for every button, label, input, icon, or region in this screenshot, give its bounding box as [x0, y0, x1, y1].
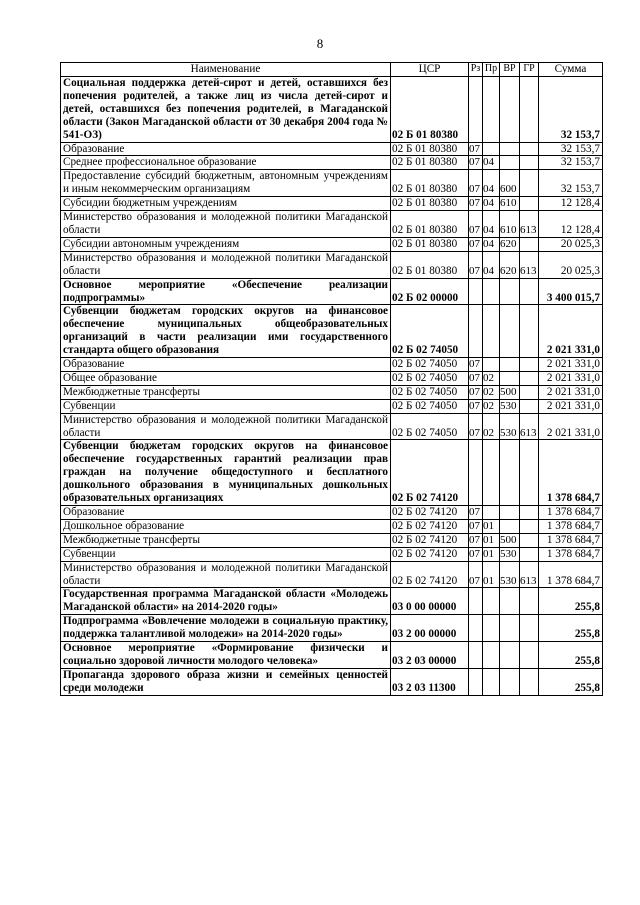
table-row — [61, 170, 603, 197]
cell-rz: 07 — [469, 533, 483, 547]
cell-pr: 02 — [483, 399, 500, 413]
cell-rz — [469, 278, 483, 305]
cell-rz: 07 — [469, 399, 483, 413]
cell-name: Субвенции бюджетам городских округов на финансовое обеспечение государственных гарантий реализации прав граждан на получение общедоступного и бесплатного дошкольного образования в муниципальных дошкольных образовательных организациях — [61, 440, 391, 506]
cell-gr: 613 — [520, 251, 539, 278]
cell-name: Межбюджетные трансферты — [61, 385, 391, 399]
cell-csr: 03 2 03 11300 — [391, 668, 469, 695]
cell-pr — [483, 77, 500, 143]
cell-rz — [469, 305, 483, 358]
cell-rz — [469, 588, 483, 615]
cell-pr: 01 — [483, 561, 500, 588]
table-row — [61, 561, 603, 588]
cell-pr — [483, 358, 500, 372]
cell-pr: 02 — [483, 413, 500, 440]
cell-sum: 32 153,7 — [539, 156, 603, 170]
cell-vr: 530 — [500, 413, 520, 440]
table-row — [61, 642, 603, 669]
cell-csr: 02 Б 02 74120 — [391, 440, 469, 506]
cell-csr: 02 Б 02 74050 — [391, 305, 469, 358]
cell-gr — [520, 399, 539, 413]
cell-rz: 07 — [469, 358, 483, 372]
cell-vr: 530 — [500, 399, 520, 413]
cell-sum: 1 378 684,7 — [539, 506, 603, 520]
cell-csr: 02 Б 02 74050 — [391, 371, 469, 385]
cell-rz: 07 — [469, 413, 483, 440]
cell-sum: 2 021 331,0 — [539, 371, 603, 385]
cell-sum: 1 378 684,7 — [539, 561, 603, 588]
cell-vr — [500, 588, 520, 615]
cell-name: Основное мероприятие «Обеспечение реализации подпрограммы» — [61, 278, 391, 305]
cell-vr — [500, 358, 520, 372]
budget-table — [60, 62, 603, 696]
cell-vr — [500, 519, 520, 533]
cell-rz — [469, 668, 483, 695]
cell-pr — [483, 615, 500, 642]
cell-gr — [520, 305, 539, 358]
cell-pr: 01 — [483, 547, 500, 561]
cell-vr: 500 — [500, 533, 520, 547]
cell-pr — [483, 440, 500, 506]
cell-vr — [500, 642, 520, 669]
cell-gr — [520, 506, 539, 520]
table-row — [61, 305, 603, 358]
cell-gr: 613 — [520, 561, 539, 588]
cell-pr: 01 — [483, 533, 500, 547]
cell-sum: 255,8 — [539, 615, 603, 642]
cell-rz — [469, 642, 483, 669]
cell-name: Министерство образования и молодежной политики Магаданской области — [61, 413, 391, 440]
cell-sum: 32 153,7 — [539, 142, 603, 156]
cell-vr: 600 — [500, 170, 520, 197]
cell-pr — [483, 305, 500, 358]
table-row — [61, 156, 603, 170]
cell-name: Основное мероприятие «Формирование физически и социально здоровой личности молодого человека» — [61, 642, 391, 669]
cell-gr — [520, 170, 539, 197]
header-sum: Сумма — [539, 63, 603, 77]
cell-sum: 32 153,7 — [539, 77, 603, 143]
table-row — [61, 413, 603, 440]
header-name: Наименование — [61, 63, 391, 77]
cell-vr — [500, 156, 520, 170]
cell-name: Субсидии бюджетным учреждениям — [61, 197, 391, 211]
cell-name: Предоставление субсидий бюджетным, автономным учреждениям и иным некоммерческим организациям — [61, 170, 391, 197]
cell-csr: 02 Б 01 80380 — [391, 237, 469, 251]
cell-csr: 02 Б 01 80380 — [391, 77, 469, 143]
cell-csr: 02 Б 02 74050 — [391, 385, 469, 399]
cell-csr: 02 Б 01 80380 — [391, 251, 469, 278]
table-row — [61, 251, 603, 278]
cell-name: Пропаганда здорового образа жизни и семейных ценностей среди молодежи — [61, 668, 391, 695]
cell-sum: 1 378 684,7 — [539, 440, 603, 506]
cell-gr — [520, 668, 539, 695]
cell-gr — [520, 142, 539, 156]
cell-csr: 02 Б 02 74120 — [391, 506, 469, 520]
cell-vr — [500, 440, 520, 506]
table-row — [61, 547, 603, 561]
cell-rz — [469, 77, 483, 143]
cell-name: Субвенции бюджетам городских округов на финансовое обеспечение муниципальных общеобразовательных организаций в части реализации ими государственного стандарта общего образования — [61, 305, 391, 358]
cell-rz: 07 — [469, 547, 483, 561]
cell-csr: 02 Б 02 00000 — [391, 278, 469, 305]
cell-name: Межбюджетные трансферты — [61, 533, 391, 547]
cell-sum: 12 128,4 — [539, 211, 603, 238]
cell-rz: 07 — [469, 251, 483, 278]
cell-csr: 03 2 00 00000 — [391, 615, 469, 642]
table-row — [61, 371, 603, 385]
cell-csr: 02 Б 02 74120 — [391, 533, 469, 547]
cell-pr: 04 — [483, 197, 500, 211]
cell-gr — [520, 385, 539, 399]
cell-name: Подпрограмма «Вовлечение молодежи в социальную практику, поддержка талантливой молодежи» на 2014-2020 годы» — [61, 615, 391, 642]
cell-pr: 02 — [483, 371, 500, 385]
cell-csr: 02 Б 02 74120 — [391, 561, 469, 588]
cell-pr — [483, 588, 500, 615]
cell-gr — [520, 197, 539, 211]
cell-vr — [500, 77, 520, 143]
cell-rz: 07 — [469, 142, 483, 156]
cell-csr: 02 Б 02 74050 — [391, 413, 469, 440]
cell-name: Общее образование — [61, 371, 391, 385]
header-gr: ГР — [520, 63, 539, 77]
cell-pr — [483, 668, 500, 695]
cell-gr: 613 — [520, 413, 539, 440]
table-row — [61, 211, 603, 238]
cell-name: Среднее профессиональное образование — [61, 156, 391, 170]
cell-sum: 1 378 684,7 — [539, 547, 603, 561]
cell-sum: 2 021 331,0 — [539, 399, 603, 413]
table-row — [61, 358, 603, 372]
cell-rz — [469, 440, 483, 506]
cell-pr: 04 — [483, 170, 500, 197]
cell-pr: 04 — [483, 211, 500, 238]
cell-sum: 2 021 331,0 — [539, 358, 603, 372]
cell-name: Министерство образования и молодежной политики Магаданской области — [61, 211, 391, 238]
table-row — [61, 519, 603, 533]
cell-csr: 03 0 00 00000 — [391, 588, 469, 615]
table-header-row — [61, 63, 603, 77]
cell-csr: 02 Б 01 80380 — [391, 211, 469, 238]
cell-name: Дошкольное образование — [61, 519, 391, 533]
cell-csr: 02 Б 01 80380 — [391, 156, 469, 170]
cell-rz — [469, 615, 483, 642]
table-row — [61, 440, 603, 506]
cell-rz: 07 — [469, 156, 483, 170]
cell-name: Субвенции — [61, 547, 391, 561]
cell-sum: 255,8 — [539, 668, 603, 695]
cell-gr — [520, 533, 539, 547]
cell-csr: 02 Б 01 80380 — [391, 197, 469, 211]
cell-name: Субсидии автономным учреждениям — [61, 237, 391, 251]
header-vr: ВР — [500, 63, 520, 77]
cell-pr: 04 — [483, 156, 500, 170]
cell-pr: 04 — [483, 251, 500, 278]
cell-name: Министерство образования и молодежной политики Магаданской области — [61, 251, 391, 278]
table-row — [61, 237, 603, 251]
table-row — [61, 533, 603, 547]
table-row — [61, 197, 603, 211]
cell-rz: 07 — [469, 371, 483, 385]
cell-name: Социальная поддержка детей-сирот и детей, оставшихся без попечения родителей, а также лиц из числа детей-сирот и детей, оставшихся без попечения родителей, в Магаданской области (Закон Магаданской области от 30 декабря 2004 года № 541-ОЗ) — [61, 77, 391, 143]
cell-sum: 1 378 684,7 — [539, 533, 603, 547]
cell-pr — [483, 142, 500, 156]
table-row — [61, 142, 603, 156]
cell-vr — [500, 668, 520, 695]
table-row — [61, 77, 603, 143]
cell-gr — [520, 237, 539, 251]
cell-sum: 12 128,4 — [539, 197, 603, 211]
cell-name: Образование — [61, 506, 391, 520]
cell-csr: 02 Б 02 74120 — [391, 519, 469, 533]
cell-csr: 02 Б 02 74050 — [391, 399, 469, 413]
cell-pr: 01 — [483, 519, 500, 533]
table-row — [61, 278, 603, 305]
cell-name: Государственная программа Магаданской области «Молодежь Магаданской области» на 2014-2020 годы» — [61, 588, 391, 615]
cell-gr — [520, 278, 539, 305]
cell-vr: 530 — [500, 561, 520, 588]
header-rz: Рз — [469, 63, 483, 77]
cell-vr: 620 — [500, 251, 520, 278]
cell-sum: 1 378 684,7 — [539, 519, 603, 533]
cell-vr — [500, 142, 520, 156]
cell-vr — [500, 615, 520, 642]
cell-rz: 07 — [469, 211, 483, 238]
cell-gr — [520, 547, 539, 561]
table-row — [61, 506, 603, 520]
cell-gr — [520, 615, 539, 642]
header-pr: Пр — [483, 63, 500, 77]
cell-gr — [520, 519, 539, 533]
cell-gr — [520, 156, 539, 170]
cell-pr — [483, 278, 500, 305]
cell-gr — [520, 642, 539, 669]
cell-csr: 02 Б 02 74050 — [391, 358, 469, 372]
cell-pr: 02 — [483, 385, 500, 399]
cell-gr — [520, 371, 539, 385]
table-row — [61, 399, 603, 413]
cell-rz: 07 — [469, 506, 483, 520]
cell-gr — [520, 440, 539, 506]
table-row — [61, 385, 603, 399]
cell-gr — [520, 77, 539, 143]
cell-sum: 20 025,3 — [539, 237, 603, 251]
table-row — [61, 615, 603, 642]
page-number: 8 — [316, 36, 324, 51]
header-csr: ЦСР — [391, 63, 469, 77]
cell-vr — [500, 278, 520, 305]
cell-gr — [520, 358, 539, 372]
cell-vr: 500 — [500, 385, 520, 399]
cell-vr: 610 — [500, 211, 520, 238]
cell-rz: 07 — [469, 170, 483, 197]
cell-vr: 610 — [500, 197, 520, 211]
table-row — [61, 588, 603, 615]
cell-sum: 2 021 331,0 — [539, 305, 603, 358]
cell-pr — [483, 642, 500, 669]
cell-pr — [483, 506, 500, 520]
cell-rz: 07 — [469, 385, 483, 399]
cell-sum: 255,8 — [539, 588, 603, 615]
cell-vr — [500, 305, 520, 358]
cell-sum: 32 153,7 — [539, 170, 603, 197]
cell-vr — [500, 506, 520, 520]
cell-rz: 07 — [469, 561, 483, 588]
cell-csr: 02 Б 02 74120 — [391, 547, 469, 561]
cell-name: Образование — [61, 358, 391, 372]
cell-csr: 02 Б 01 80380 — [391, 142, 469, 156]
cell-sum: 20 025,3 — [539, 251, 603, 278]
cell-vr — [500, 371, 520, 385]
cell-vr: 530 — [500, 547, 520, 561]
cell-gr — [520, 588, 539, 615]
cell-sum: 2 021 331,0 — [539, 413, 603, 440]
cell-rz: 07 — [469, 237, 483, 251]
cell-csr: 02 Б 01 80380 — [391, 170, 469, 197]
cell-sum: 2 021 331,0 — [539, 385, 603, 399]
cell-sum: 3 400 015,7 — [539, 278, 603, 305]
cell-name: Субвенции — [61, 399, 391, 413]
cell-sum: 255,8 — [539, 642, 603, 669]
cell-name: Образование — [61, 142, 391, 156]
cell-csr: 03 2 03 00000 — [391, 642, 469, 669]
cell-name: Министерство образования и молодежной политики Магаданской области — [61, 561, 391, 588]
cell-rz: 07 — [469, 197, 483, 211]
table-row — [61, 668, 603, 695]
cell-gr: 613 — [520, 211, 539, 238]
cell-rz: 07 — [469, 519, 483, 533]
cell-vr: 620 — [500, 237, 520, 251]
cell-pr: 04 — [483, 237, 500, 251]
